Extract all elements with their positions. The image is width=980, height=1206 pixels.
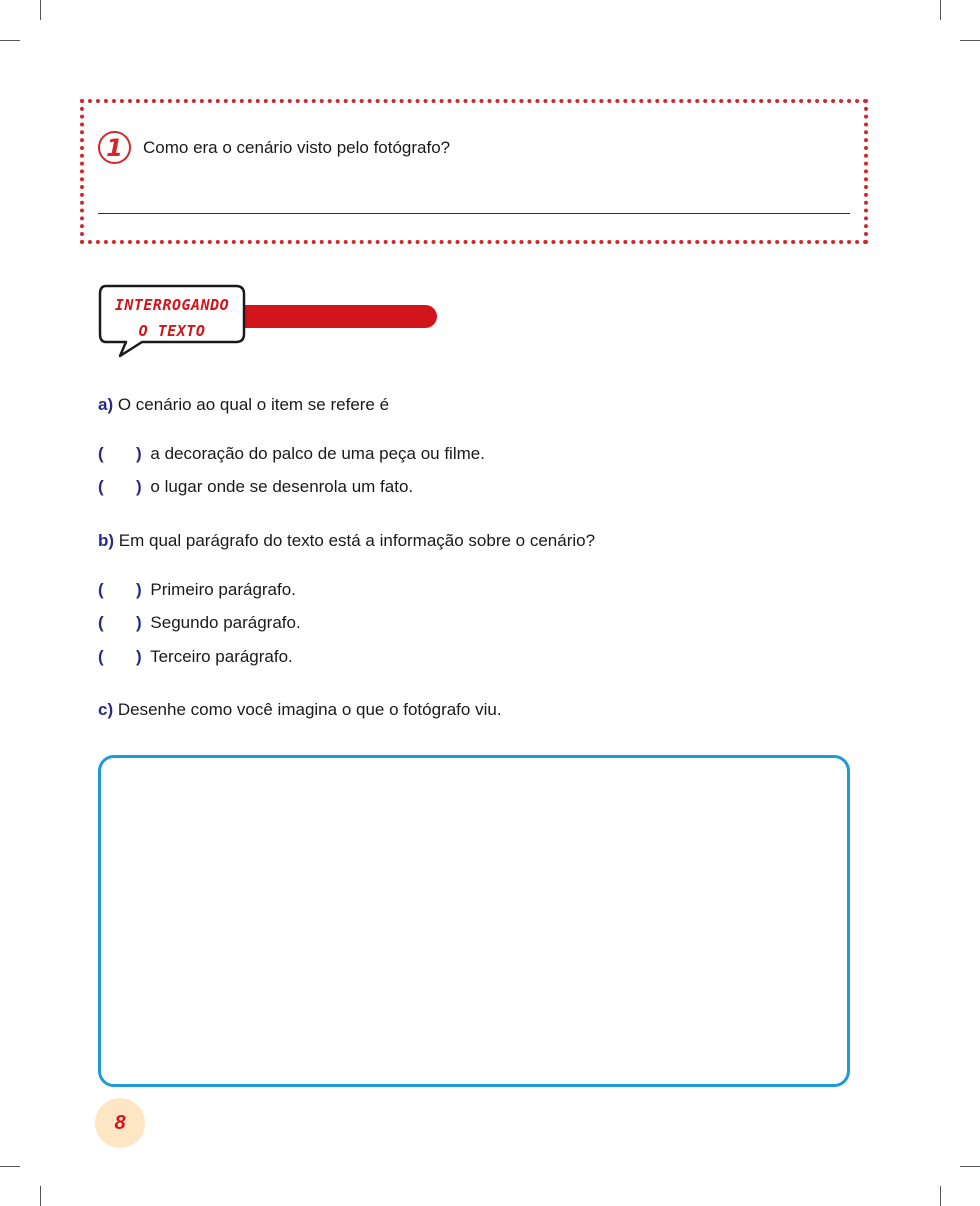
- option-text: Terceiro parágrafo.: [150, 647, 293, 666]
- checkbox-open-paren[interactable]: (: [98, 444, 104, 463]
- drawing-area[interactable]: [98, 755, 850, 1087]
- checkbox-close-paren: ): [136, 444, 142, 463]
- item-a-text: O cenário ao qual o item se refere é: [117, 395, 390, 414]
- crop-mark: [40, 1186, 41, 1206]
- item-c-prompt: [98, 700, 502, 720]
- question-box: [80, 99, 868, 244]
- item-a-option[interactable]: [98, 444, 485, 464]
- option-text: o lugar onde se desenrola um fato.: [150, 477, 414, 496]
- checkbox-open-paren[interactable]: (: [98, 613, 104, 632]
- item-b-text: Em qual parágrafo do texto está a informação sobre o cenário?: [118, 531, 596, 550]
- question-text: Como era o cenário visto pelo fotógrafo?: [143, 138, 451, 157]
- checkbox-open-paren[interactable]: (: [98, 580, 104, 599]
- item-b-option[interactable]: [98, 613, 301, 633]
- option-text: a decoração do palco de uma peça ou filme.: [150, 444, 485, 463]
- crop-mark: [940, 0, 941, 20]
- crop-mark: [960, 40, 980, 41]
- section-title-line1: INTERROGANDO: [114, 296, 230, 314]
- item-a-prompt: [98, 395, 389, 415]
- checkbox-close-paren: ): [136, 477, 142, 496]
- crop-mark: [960, 1166, 980, 1167]
- crop-mark: [40, 0, 41, 20]
- item-b-prompt: [98, 531, 595, 551]
- item-a-label: a): [98, 395, 114, 414]
- item-c-label: c): [98, 700, 114, 719]
- item-b-option[interactable]: [98, 647, 293, 667]
- checkbox-open-paren[interactable]: (: [98, 647, 104, 666]
- page-number: 8: [95, 1098, 145, 1148]
- option-text: Primeiro parágrafo.: [150, 580, 296, 599]
- question-number-badge: 1: [98, 131, 131, 164]
- checkbox-close-paren: ): [136, 580, 142, 599]
- item-b-option[interactable]: [98, 580, 296, 600]
- item-b-label: b): [98, 531, 115, 550]
- item-a-option[interactable]: [98, 477, 413, 497]
- checkbox-close-paren: ): [136, 613, 142, 632]
- answer-line[interactable]: [98, 213, 850, 214]
- item-c-text: Desenhe como você imagina o que o fotógrafo viu.: [117, 700, 502, 719]
- crop-mark: [940, 1186, 941, 1206]
- checkbox-close-paren: ): [136, 647, 142, 666]
- checkbox-open-paren[interactable]: (: [98, 477, 104, 496]
- section-title: [100, 292, 244, 344]
- section-title-line2: O TEXTO: [138, 322, 206, 340]
- crop-mark: [0, 40, 20, 41]
- option-text: Segundo parágrafo.: [150, 613, 301, 632]
- crop-mark: [0, 1166, 20, 1167]
